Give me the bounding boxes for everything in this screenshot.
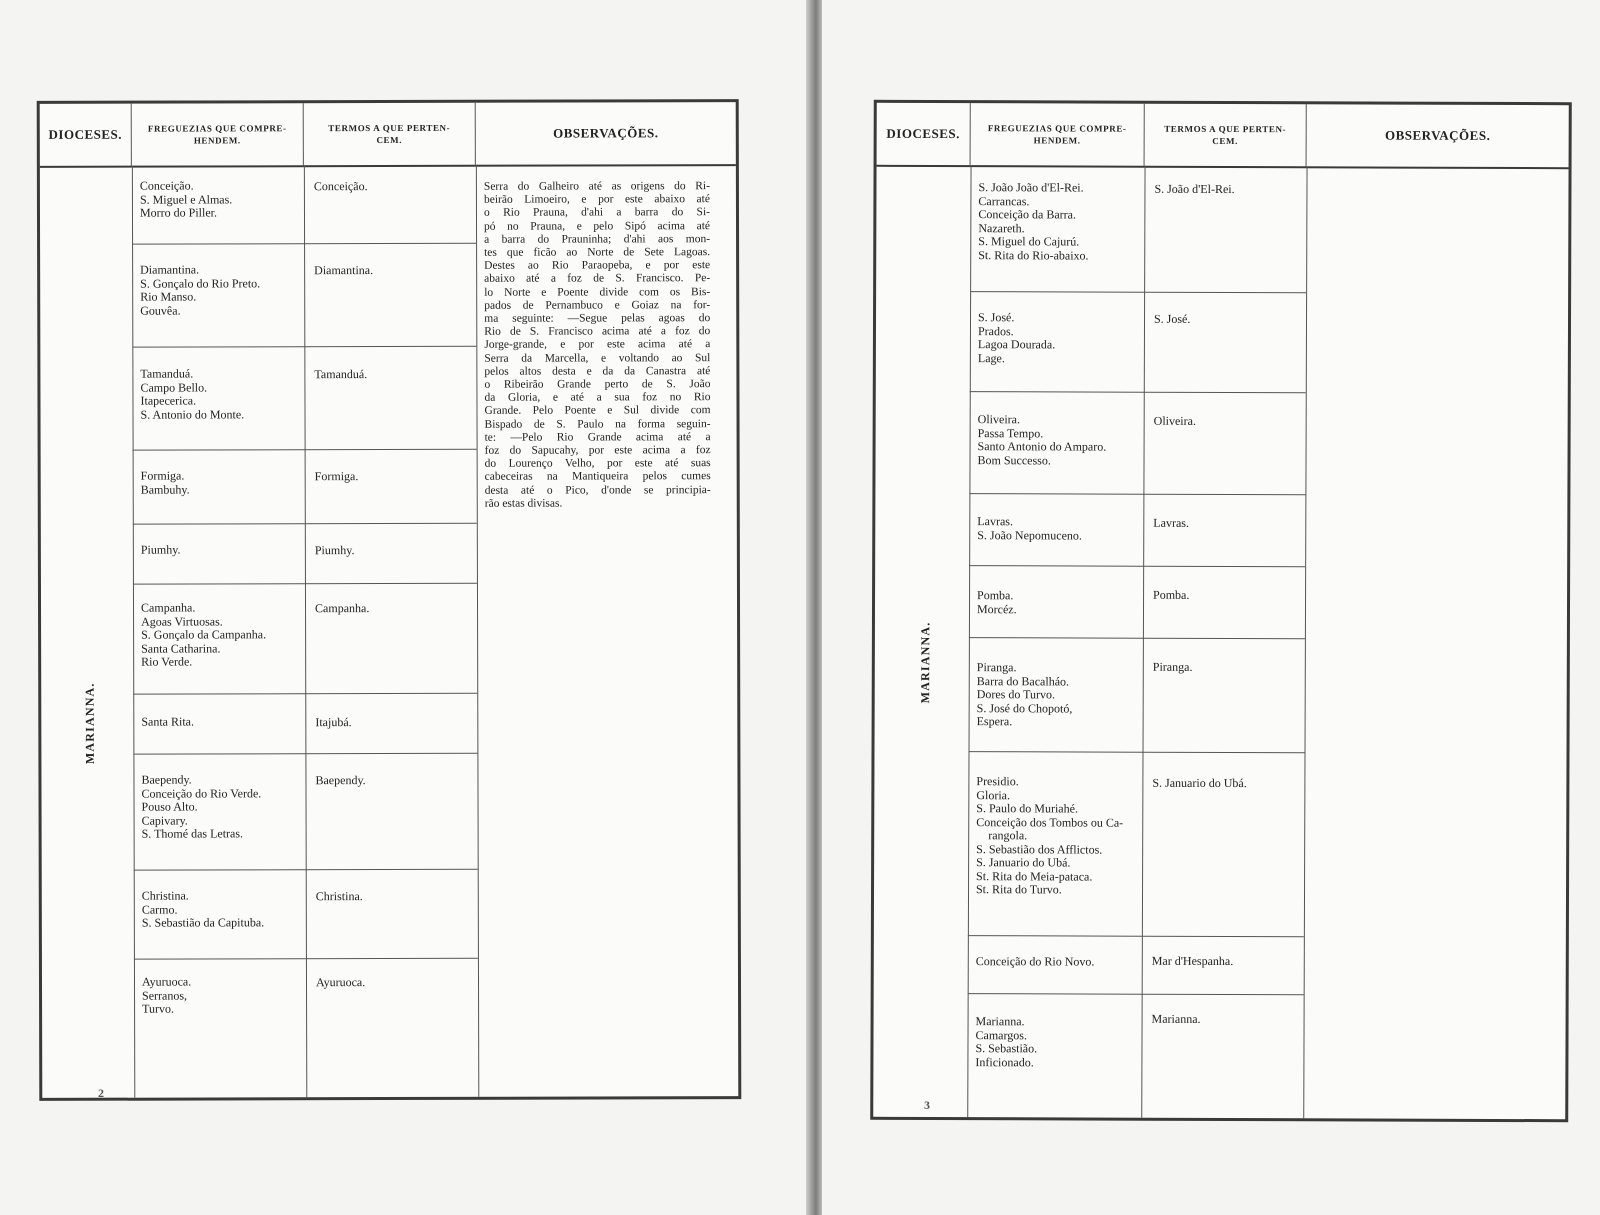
freguezia-entry: S. Januario do Ubá.	[976, 855, 1071, 870]
freguezias-cell	[976, 955, 1095, 969]
freguezia-entry: Inficionado.	[975, 1054, 1034, 1069]
freguezia-entry: Pouso Alto.	[141, 799, 198, 814]
observacao-line: Destes ao Rio Paraopeba, e por este	[484, 259, 711, 272]
freguezia-entry: Conceição dos Tombos ou Ca-	[976, 814, 1124, 830]
freguezia-entry: St. Rita do Turvo.	[976, 882, 1062, 897]
termo-cell: Lavras.	[1153, 515, 1189, 530]
freguezia-entry: Marianna.	[975, 1014, 1025, 1029]
termo-cell: Campanha.	[315, 601, 370, 616]
row-separator	[968, 935, 1304, 937]
observacao-line: a barra do Prauninha; d'ahi aos mon-	[484, 232, 711, 246]
freguezia-entry: Rio Verde.	[141, 654, 193, 669]
freguezias-cell	[141, 470, 190, 497]
freguezia-entry: Carrancas.	[978, 193, 1030, 208]
header-observacoes-label: OBSERVAÇÕES.	[553, 125, 659, 141]
termo-cell: S. João d'El-Rei.	[1154, 181, 1235, 197]
freguezia-entry: S. João João d'El-Rei.	[978, 180, 1084, 195]
freguezias-cell	[977, 589, 1017, 616]
freguezia-entry: S. José.	[977, 310, 1015, 325]
freguezia-entry: Lavras.	[977, 514, 1013, 529]
termo-cell: Piranga.	[1152, 659, 1193, 674]
freguezias-cell	[141, 773, 261, 841]
freguezia-entry: Serranos,	[142, 988, 188, 1003]
freguezias-cell	[142, 976, 191, 1017]
freguezia-entry: Conceição da Barra.	[978, 207, 1077, 222]
freguezia-entry: Formiga.	[140, 468, 185, 483]
termo-cell: Formiga.	[314, 469, 359, 484]
freguezia-entry: Passa Tempo.	[977, 425, 1044, 440]
observacao-line: pados de Pernambuco e Goiaz na for-	[484, 298, 711, 312]
freguezia-entry: S. Miguel e Almas.	[139, 191, 233, 207]
header-freguezias-line2: HENDEM.	[193, 135, 241, 146]
freguezia-entry: Nazareth.	[978, 220, 1025, 235]
row-separator	[970, 391, 1306, 393]
row-separator	[969, 751, 1305, 753]
freguezia-entry: Santo Antonio do Amparo.	[977, 439, 1107, 454]
freguezia-entry: Barra do Bacalháo.	[976, 673, 1070, 688]
termo-cell: Diamantina.	[314, 263, 374, 278]
freguezia-entry: Gloria.	[976, 787, 1011, 802]
row-separator	[968, 993, 1304, 995]
freguezia-entry: Diamantina.	[140, 262, 200, 277]
freguezia-entry: Turvo.	[142, 1001, 174, 1016]
freguezia-entry: Dores do Turvo.	[976, 687, 1056, 702]
termo-cell: Mar d'Hespanha.	[1151, 953, 1234, 969]
termo-cell: S. Januario do Ubá.	[1152, 775, 1247, 791]
observacao-line: da Gloria, e até a sua foz no Rio	[484, 391, 711, 404]
freguezias-cell	[978, 413, 1107, 467]
header-dioceses	[877, 103, 971, 165]
freguezias-cell	[142, 889, 264, 930]
header-freguezias	[971, 103, 1145, 166]
freguezia-entry: St. Rita do Meia-pataca.	[976, 868, 1093, 884]
left-table-header	[40, 102, 736, 168]
freguezia-entry: S. Miguel do Cajurú.	[978, 234, 1080, 249]
freguezias-cell	[140, 263, 260, 317]
observacao-line: cabeceiras na Mantiqueira pelos cumes	[484, 470, 711, 484]
observacao-line: Bispado de S. Paulo na forma seguin-	[484, 417, 711, 431]
freguezia-entry: S. Thomé das Letras.	[141, 826, 244, 841]
row-separator	[969, 565, 1305, 567]
observacao-line: o Rio Prauna, d'ahi a barra do Si-	[483, 206, 711, 220]
observacao-line: ma seguinte: —Segue pelas agoas do	[484, 312, 711, 325]
header-dioceses-label: DIOCESES.	[886, 125, 960, 142]
freguezia-entry: Agoas Virtuosas.	[141, 613, 223, 629]
freguezia-entry: Espera.	[976, 714, 1013, 729]
observacao-line: foz do Sapucahy, por este acima a foz	[484, 444, 711, 457]
header-termos-line2: CEM.	[1212, 135, 1238, 147]
observacao-line: lo Norte e Poente divide com os Bis-	[484, 285, 711, 299]
freguezia-entry: S. Gonçalo do Rio Preto.	[140, 275, 261, 291]
header-observacoes	[476, 102, 736, 165]
observacao-line: desta até o Pico, d'onde se principia-	[484, 483, 711, 497]
observacao-line: do Lourenço Velho, por este até suas	[484, 457, 711, 471]
termo-cell: Baependy.	[315, 773, 366, 788]
observacao-line: Serra do Galheiro até as origens do Ri-	[483, 180, 710, 193]
diocese-label: MARIANNA.	[918, 621, 933, 704]
observacao-line: beirão Limoeiro, e por este abaixo até	[483, 193, 710, 206]
freguezia-entry: Conceição do Rio Verde.	[141, 785, 262, 801]
observacao-line: pó no Prauna, e pelo Sipó acima até	[484, 219, 711, 233]
right-table	[870, 100, 1572, 1122]
row-separator	[969, 493, 1305, 495]
row-separator	[970, 291, 1306, 293]
observacao-line: te: —Pelo Rio Grande acima até a	[484, 431, 711, 444]
freguezia-entry: S. João Nepomuceno.	[977, 527, 1082, 543]
freguezias-cell	[978, 181, 1089, 262]
freguezia-entry: S. Gonçalo da Campanha.	[141, 627, 267, 642]
freguezias-cell	[141, 544, 181, 558]
freguezia-entry: Gouvêa.	[140, 303, 181, 318]
header-termos	[304, 103, 476, 165]
header-observacoes-label: OBSERVAÇÕES.	[1384, 127, 1491, 143]
header-dioceses-label: DIOCESES.	[48, 126, 123, 142]
header-dioceses	[40, 104, 132, 166]
termo-cell: S. José.	[1153, 311, 1191, 326]
freguezia-entry: Pomba.	[977, 588, 1014, 603]
observacao-line: o Ribeirão Grande perto de S. João	[484, 378, 711, 391]
freguezia-entry: rangola.	[988, 828, 1028, 843]
freguezia-entry: Presidio.	[976, 774, 1019, 789]
freguezia-entry: Lagoa Dourada.	[977, 337, 1056, 352]
termo-cell: Oliveira.	[1153, 413, 1197, 428]
termo-cell: Conceição.	[313, 179, 368, 194]
freguezias-cell	[141, 601, 266, 669]
header-observacoes	[1307, 104, 1569, 167]
observacao-line: pelos altos desta e da da Canastra até	[484, 365, 711, 378]
observacao-line: Grande. Pelo Poente e Sul divide com	[484, 404, 711, 418]
observacao-line: rão estas divisas.	[484, 497, 563, 510]
observacoes-text	[484, 180, 711, 511]
header-termos	[1145, 104, 1307, 167]
freguezia-entry: Campo Bello.	[140, 379, 208, 395]
header-termos-line1: TERMOS A QUE PERTEN-	[328, 122, 451, 134]
diocese-label: MARIANNA.	[82, 682, 97, 765]
freguezias-cell	[977, 515, 1082, 542]
column-divider	[1141, 166, 1145, 1118]
observacao-line: Jorge-grande, e por este acima até a	[484, 338, 711, 352]
freguezia-entry: Morro do Piller.	[139, 205, 218, 220]
freguezia-entry: Santa Catharina.	[141, 640, 221, 656]
termo-cell: Christina.	[315, 889, 363, 904]
termo-cell: Pomba.	[1153, 587, 1190, 602]
freguezia-entry: Santa Rita.	[141, 714, 195, 729]
right-table-header	[877, 103, 1569, 169]
header-freguezias	[132, 103, 304, 165]
header-termos-line2: CEM.	[376, 134, 403, 146]
freguezia-entry: Tamanduá.	[140, 366, 194, 381]
freguezia-entry: Oliveira.	[977, 412, 1021, 427]
freguezia-entry: Carmo.	[141, 902, 178, 917]
header-freguezias-line1: FREGUEZIAS QUE COMPRE-	[147, 123, 287, 134]
freguezias-cell	[975, 1015, 1037, 1069]
page-number: 2	[98, 1086, 104, 1100]
freguezia-entry: S. Sebastião da Capituba.	[141, 915, 265, 930]
freguezia-entry: Baependy.	[141, 772, 192, 787]
freguezias-cell	[977, 661, 1073, 729]
freguezia-entry: S. José do Chopotó,	[976, 700, 1073, 715]
freguezia-entry: Christina.	[141, 888, 189, 903]
observacao-line: Rio de S. Francisco acima até a foz do	[484, 325, 711, 338]
freguezia-entry: Itapecerica.	[140, 393, 197, 408]
freguezia-entry: Camargos.	[975, 1027, 1027, 1042]
freguezia-entry: Piumhy.	[140, 542, 181, 557]
freguezia-entry: Piranga.	[976, 660, 1017, 675]
observacao-line: abaixo até a foz de S. Francisco. Pe-	[484, 272, 711, 286]
termo-cell: Piumhy.	[314, 543, 355, 558]
freguezias-cell	[140, 367, 244, 421]
header-freguezias-line1: FREGUEZIAS QUE COMPRE-	[987, 123, 1127, 134]
freguezias-cell	[978, 311, 1055, 365]
freguezias-cell	[141, 716, 194, 730]
page-number: 3	[924, 1098, 930, 1112]
row-separator	[969, 637, 1305, 639]
freguezia-entry: St. Rita do Rio-abaixo.	[978, 247, 1089, 263]
left-table	[37, 99, 742, 1101]
freguezia-entry: S. Sebastião.	[975, 1041, 1038, 1056]
freguezia-entry: Conceição do Rio Novo.	[975, 954, 1095, 969]
freguezia-entry: S. Paulo do Muriahé.	[976, 801, 1079, 816]
observacao-line: Serra da Marcella, e voltando ao Sul	[484, 351, 711, 365]
freguezia-entry: Campanha.	[141, 600, 196, 615]
termo-cell: Ayuruoca.	[315, 975, 366, 990]
freguezia-entry: Bom Successo.	[977, 452, 1051, 467]
termo-cell: Itajubá.	[315, 715, 352, 730]
freguezia-entry: Rio Manso.	[140, 289, 197, 304]
freguezia-entry: Ayuruoca.	[141, 974, 192, 989]
column-divider	[967, 165, 971, 1117]
freguezia-entry: Conceição.	[139, 178, 194, 193]
right-page	[822, 0, 1600, 1215]
header-freguezias-line2: HENDEM.	[1033, 135, 1081, 146]
column-divider	[1303, 166, 1307, 1118]
freguezia-entry: Bambuhy.	[140, 482, 190, 497]
freguezia-entry: Morcéz.	[976, 601, 1017, 616]
freguezia-entry: Lage.	[977, 350, 1005, 365]
freguezia-entry: Capivary.	[141, 813, 188, 828]
freguezia-entry: S. Antonio do Monte.	[140, 406, 245, 422]
freguezias-cell	[140, 179, 232, 220]
freguezia-entry: S. Sebastião dos Afflictos.	[976, 841, 1103, 857]
header-termos-line1: TERMOS A QUE PERTEN-	[1164, 123, 1287, 135]
termo-cell: Tamanduá.	[314, 367, 368, 382]
observacao-line: tes que ficão ao Norte de Sete Lagoas.	[484, 246, 711, 259]
termo-cell: Marianna.	[1151, 1011, 1201, 1026]
freguezias-cell	[976, 775, 1123, 897]
freguezia-entry: Prados.	[977, 323, 1014, 338]
